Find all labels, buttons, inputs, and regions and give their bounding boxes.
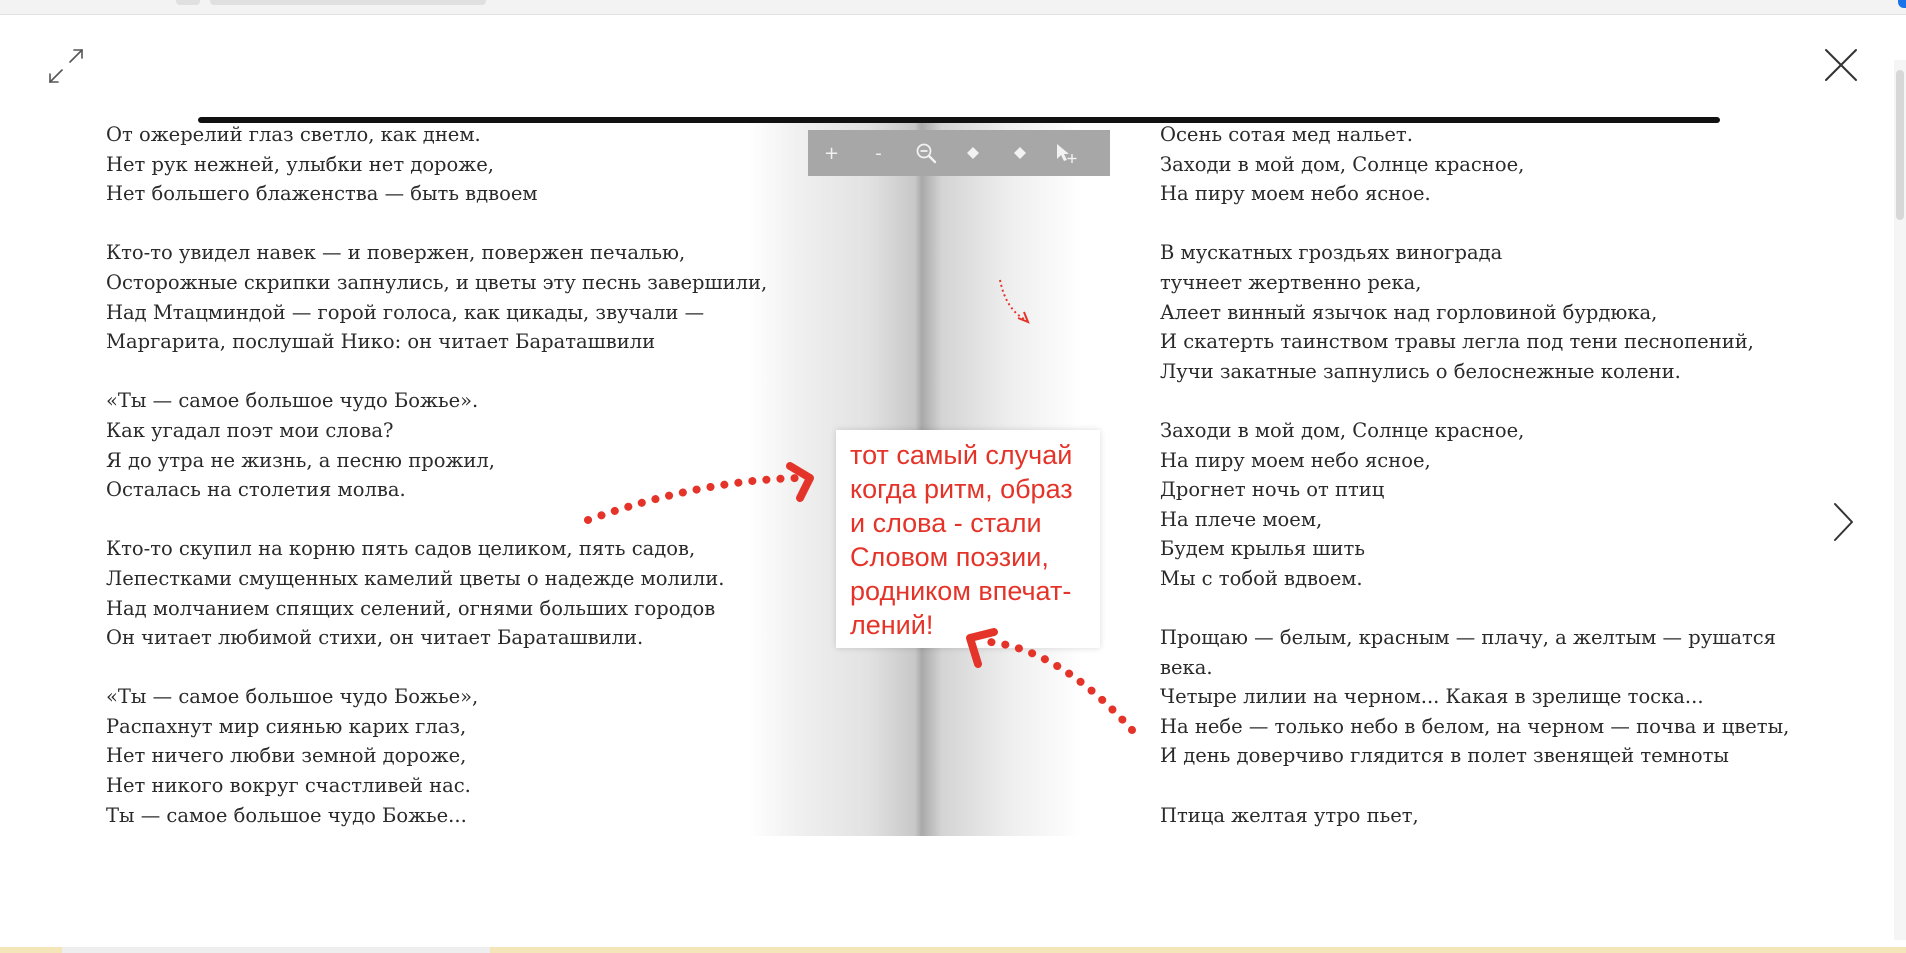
dotted-arrow-left — [588, 466, 810, 520]
poem-line: Как угадал поэт мои слова? — [106, 418, 394, 442]
poem-line: Заходи в мой дом, Солнце красное, — [1160, 152, 1525, 176]
poem-line: Кто-то увидел навек — и повержен, повержен печалью, — [106, 241, 686, 265]
poem-line: Я до утра не жизнь, а песню прожил, — [106, 448, 495, 472]
poem-line: Нет никого вокруг счастливей нас. — [106, 774, 471, 798]
poem-line: На пиру моем небо ясное. — [1160, 182, 1431, 206]
poem-line: Ты — самое большое чудо Божье... — [106, 803, 467, 827]
poem-line: В мускатных гроздьях винограда — [1160, 241, 1503, 265]
poem-line: Нет рук нежней, улыбки нет дороже, — [106, 152, 494, 176]
poem-line: Нет ничего любви земной дороже, — [106, 744, 467, 768]
poem-line: Птица желтая утро пьет, — [1160, 803, 1419, 827]
poem-line: «Ты — самое большое чудо Божье», — [106, 685, 479, 709]
poem-line: Лепестками смущенных камелий цветы о надежде молили. — [106, 566, 725, 590]
poem-line: Осторожные скрипки запнулись, и цветы эту песнь завершили, — [106, 270, 768, 294]
poem-line: тучнеет жертвенно река, — [1160, 270, 1422, 294]
dotted-arrow-bottom — [970, 632, 1132, 730]
taskbar-item[interactable] — [62, 947, 490, 953]
minus-icon: - — [875, 142, 882, 164]
poem-line: Над Мтацминдой — горой голоса, как цикады, звучали — — [106, 300, 705, 324]
poem-line: «Ты — самое большое чудо Божье». — [106, 389, 479, 413]
poem-line: На небе — только небо в белом, на черном — почва и цветы, — [1160, 714, 1790, 738]
poem-line: Нет большего блаженства — быть вдвоем — [106, 182, 538, 206]
poem-line: Заходи в мой дом, Солнце красное, — [1160, 418, 1525, 442]
poem-line: Он читает любимой стихи, он читает Бараташвили. — [106, 626, 644, 650]
poem-line: Четыре лилии на черном... Какая в зрелище тоска... — [1160, 685, 1704, 709]
os-taskbar-strip — [0, 947, 1906, 953]
poem-line: На пиру моем небо ясное, — [1160, 448, 1431, 472]
poem-line: На плече моем, — [1160, 507, 1323, 531]
poem-line: Прощаю — белым, красным — плачу, а желтым — рушатся — [1160, 626, 1776, 650]
poem-line: Распахнут мир сиянью карих глаз, — [106, 714, 467, 738]
poem-line: И скатерть таинством травы легла под тени песнопений, — [1160, 330, 1754, 354]
next-page-arrow-button[interactable] — [1826, 498, 1860, 546]
poem-line: Дрогнет ночь от птиц — [1160, 478, 1385, 502]
poem-line: Мы с тобой вдвоем. — [1160, 566, 1363, 590]
poem-line: Маргарита, послушай Нико: он читает Бараташвили — [106, 330, 656, 354]
poem-line: века. — [1160, 655, 1213, 679]
poem-line: Алеет винный язычок над горловиной бурдюка, — [1160, 300, 1658, 324]
poem-line: Осталась на столетия молва. — [106, 478, 406, 502]
poem-line: Лучи закатные запнулись о белоснежные колени. — [1160, 359, 1681, 383]
poem-line: От ожерелий глаз светло, как днем. — [106, 123, 481, 146]
annotation-text: тот самый случай когда ритм, образ и слова - стали Словом поэзии, родником впечат- лений! — [850, 440, 1073, 640]
chevron-right-icon — [1826, 498, 1860, 546]
poem-line: И день доверчиво глядится в полет звенящей темноты — [1160, 744, 1729, 768]
plus-icon: + — [823, 142, 840, 164]
poem-line: Осень сотая мед нальет. — [1160, 123, 1413, 146]
poem-line: Кто-то скупил на корню пять садов целиком, пять садов, — [106, 537, 696, 561]
poem-line: Над молчанием спящих селений, огнями больших городов — [106, 596, 716, 620]
poem-line: Будем крылья шить — [1160, 537, 1365, 561]
small-dotted-arrow — [1000, 280, 1028, 322]
